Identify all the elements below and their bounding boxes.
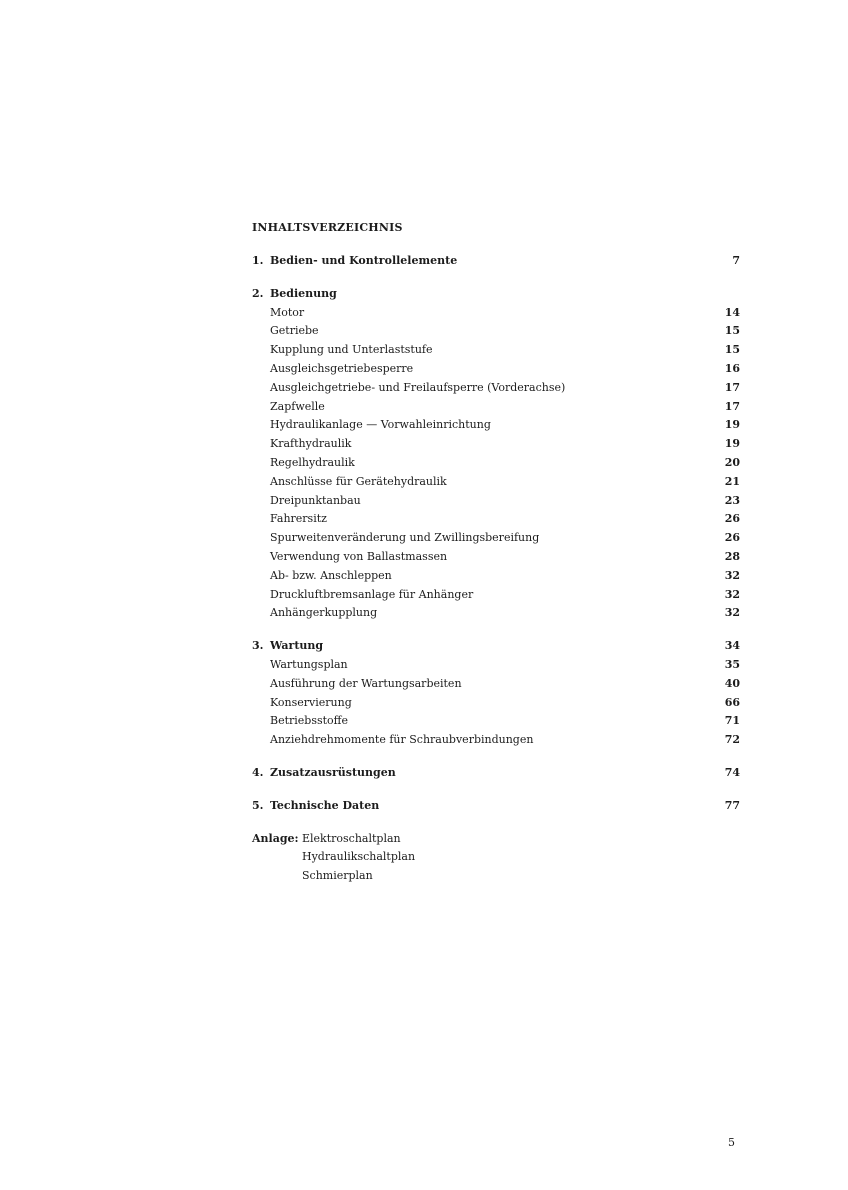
- toc-entry-label: Kupplung und Unterlaststufe: [270, 343, 433, 357]
- page-number: 5: [728, 1136, 735, 1149]
- toc-entry-page-number: 14: [724, 305, 740, 319]
- toc-entry-label: Ausführung der Wartungsarbeiten: [270, 676, 462, 690]
- section-heading-text: [252, 252, 457, 271]
- toc-entry: [252, 379, 740, 398]
- toc-entry: [252, 360, 740, 379]
- section-heading-text: [252, 637, 323, 656]
- toc-entry: [252, 675, 740, 694]
- section-label: Zusatzausrüstungen: [270, 765, 396, 779]
- toc-entry-label: Ausgleichgetriebe- und Freilaufsperre (Vorderachse): [270, 380, 566, 394]
- toc-entry: [252, 473, 740, 492]
- section-label: Bedienung: [270, 286, 337, 300]
- section-label: Bedien- und Kontrollelemente: [270, 254, 458, 267]
- toc-section-heading: [252, 252, 740, 271]
- toc-entry-label: Ausgleichsgetriebesperre: [270, 361, 414, 375]
- section-heading-text: [252, 764, 396, 783]
- toc-entry: [252, 586, 740, 605]
- toc-entry-label: Getriebe: [270, 324, 319, 338]
- toc-entry: [252, 416, 740, 435]
- toc-entry-label: Anziehdrehmomente für Schraubverbindungen: [270, 733, 534, 747]
- toc-entry-label: Anhängerkupplung: [270, 606, 378, 620]
- section-page-number: 77: [724, 798, 740, 812]
- section-number: 5.: [252, 798, 264, 812]
- toc-entry-page-number: 71: [724, 714, 740, 728]
- toc-entry: [252, 398, 740, 417]
- toc-entry-label: Anschlüsse für Gerätehydraulik: [270, 474, 447, 488]
- toc-section-heading: [252, 797, 740, 816]
- toc-section: [252, 764, 740, 783]
- section-number: 1.: [252, 254, 264, 267]
- toc-entry: [252, 731, 740, 750]
- toc-entry-page-number: 72: [724, 733, 740, 747]
- toc-entry-label: Dreipunktanbau: [270, 493, 361, 507]
- toc-entry-page-number: 19: [724, 418, 740, 432]
- toc-entry-page-number: 66: [724, 695, 740, 709]
- section-page-number: 7: [732, 254, 740, 267]
- section-number: 3.: [252, 639, 264, 653]
- toc-entry-page-number: 17: [724, 380, 740, 394]
- toc-entry-page-number: 26: [724, 531, 740, 545]
- anlage-item: Schmierplan: [302, 869, 373, 883]
- toc-entry-page-number: 32: [724, 568, 740, 582]
- toc-entry-page-number: 21: [724, 474, 740, 488]
- anlage-block: [252, 830, 740, 886]
- section-page-number: 34: [724, 639, 740, 653]
- toc-entry: [252, 322, 740, 341]
- toc-entry-page-number: 26: [724, 512, 740, 526]
- toc-entry-label: Betriebsstoffe: [270, 714, 348, 728]
- toc-entry: [252, 694, 740, 713]
- toc-entry-page-number: 19: [724, 437, 740, 451]
- toc-entry-label: Krafthydraulik: [270, 437, 352, 451]
- toc-entry: [252, 304, 740, 323]
- toc-entry: [252, 548, 740, 567]
- toc-sections: [252, 252, 740, 816]
- section-heading-text: [252, 285, 337, 304]
- section-label: Wartung: [270, 639, 324, 653]
- toc-entry: [252, 454, 740, 473]
- toc-entry: [252, 341, 740, 360]
- toc-entry-page-number: 35: [724, 657, 740, 671]
- toc-section-heading: [252, 637, 740, 656]
- toc-entry-page-number: 20: [724, 455, 740, 469]
- table-of-contents: [252, 221, 740, 886]
- section-label: Technische Daten: [270, 798, 380, 812]
- section-heading-text: [252, 797, 379, 816]
- toc-entry-page-number: 15: [724, 324, 740, 338]
- toc-entry: [252, 567, 740, 586]
- toc-section: [252, 252, 740, 271]
- toc-title: INHALTSVERZEICHNIS: [252, 221, 403, 234]
- toc-entry-label: Wartungsplan: [270, 657, 348, 671]
- toc-section: [252, 285, 740, 623]
- section-number: 4.: [252, 765, 264, 779]
- toc-entry-label: Fahrersitz: [270, 512, 327, 526]
- toc-entry-page-number: 32: [724, 606, 740, 620]
- toc-entry-label: Ab- bzw. Anschleppen: [270, 568, 392, 582]
- toc-entry-label: Motor: [270, 305, 305, 319]
- anlage-item: Hydraulikschaltplan: [302, 850, 416, 864]
- toc-entry-label: Zapfwelle: [270, 399, 325, 413]
- toc-section: [252, 637, 740, 750]
- toc-entry-label: Spurweitenveränderung und Zwillingsbereifung: [270, 531, 540, 545]
- toc-entry-label: Druckluftbremsanlage für Anhänger: [270, 587, 474, 601]
- section-page-number: 74: [724, 765, 740, 779]
- toc-entry-page-number: 32: [724, 587, 740, 601]
- toc-entry: [252, 510, 740, 529]
- toc-entry-label: Regelhydraulik: [270, 455, 355, 469]
- toc-section-heading: [252, 285, 740, 304]
- anlage-items: [302, 830, 415, 886]
- toc-entry: [252, 492, 740, 511]
- anlage-label: Anlage:: [252, 831, 299, 845]
- toc-entry: [252, 435, 740, 454]
- toc-entry-page-number: 23: [724, 493, 740, 507]
- toc-entry-label: Verwendung von Ballastmassen: [270, 549, 448, 563]
- section-number: 2.: [252, 286, 264, 300]
- toc-entry: [252, 656, 740, 675]
- toc-entry: [252, 604, 740, 623]
- toc-entry-label: Konservierung: [270, 695, 352, 709]
- toc-entry-page-number: 17: [724, 399, 740, 413]
- toc-section: [252, 797, 740, 816]
- toc-section-heading: [252, 764, 740, 783]
- toc-entry-page-number: 28: [724, 549, 740, 563]
- toc-entry-page-number: 15: [724, 343, 740, 357]
- toc-entry: [252, 712, 740, 731]
- anlage-item: Elektroschaltplan: [302, 831, 401, 845]
- toc-entry: [252, 529, 740, 548]
- toc-entry-page-number: 40: [724, 676, 740, 690]
- toc-entry-label: Hydraulikanlage — Vorwahleinrichtung: [270, 418, 491, 432]
- toc-entry-page-number: 16: [724, 361, 740, 375]
